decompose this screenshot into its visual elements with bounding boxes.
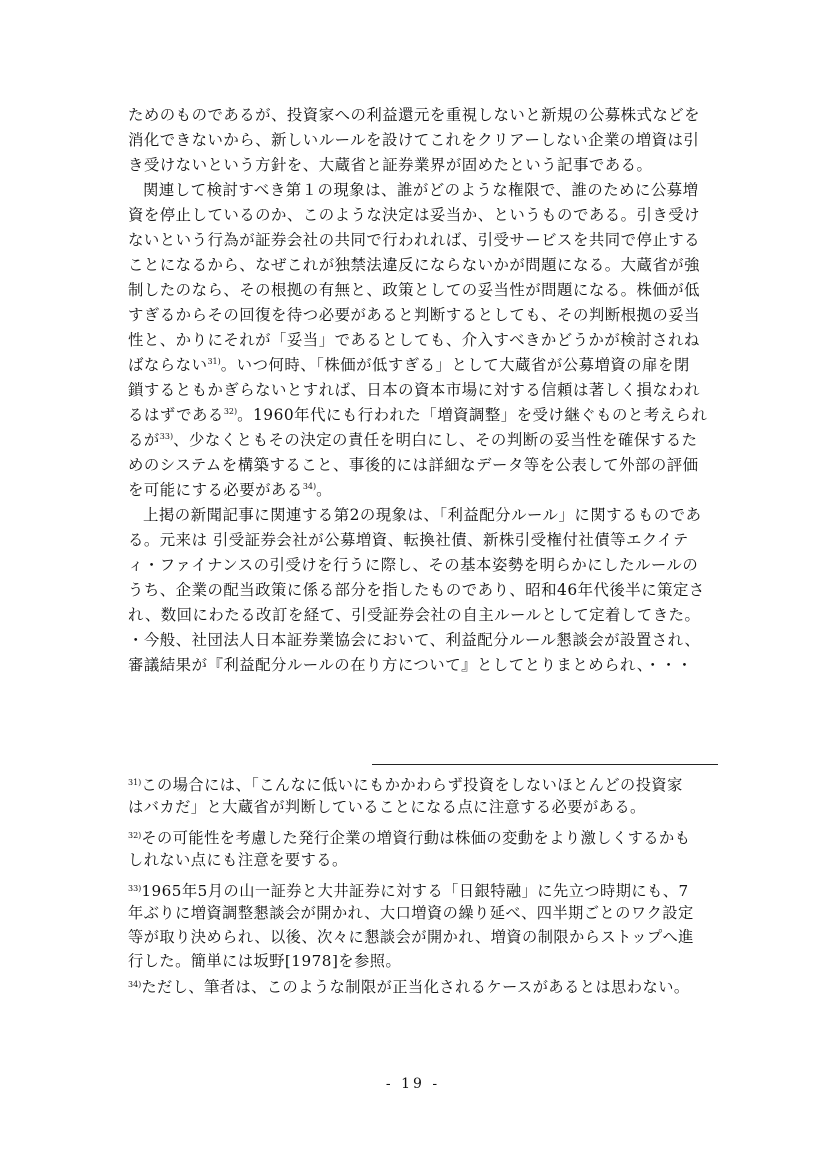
footnote-line [128,771,720,795]
text-line: ィ・ファイナンスの引受けを行うに際し、その基本姿勢を明らかにしたルールの [128,556,699,574]
text-line: 鎖するともかぎらないとすれば、日本の資本市場に対する信頼は著しく損なわれ [128,381,701,399]
text-line: ことになるから、なぜこれが独禁法違反にならないかが問題になる。大蔵省が強 [128,256,701,274]
text-line: うち、企業の配当政策に係る部分を指したものであり、昭和46年代後半に策定さ [128,581,705,599]
text-segment: るが [128,431,160,449]
text-line [128,403,720,428]
text-segment: るはずである [128,406,224,424]
text-line [128,353,720,378]
text-line: ないという行為が証券会社の共同で行われれば、引受サービスを共同で停止する [128,231,701,249]
footnote-text: 1965年5月の山一証券と大井証券に対する「日銀特融」に先立つ時期にも、7 [141,882,689,900]
text-line: る。元来は 引受証券会社が公募増資、転換社債、新株引受権付社債等エクイテ [128,531,689,549]
footnote-line [128,824,720,848]
text-line: れ、数回にわたる改訂を経て、引受証券会社の自主ルールとして定着してきた。 [128,606,701,624]
footnote-line [128,973,720,997]
footnote-line: 等が取り決められ、以後、次々に懇談会が開かれ、増資の制限からストップへ進 [128,928,694,946]
text-line: 性と、かりにそれが「妥当」であるとしても、介入すべきかどうかが検討されね [128,331,700,349]
text-line [128,428,720,453]
footnote-line: はバカだ」と大蔵省が判断していることになる点に注意する必要がある。 [128,798,646,816]
text-segment: 。 [316,481,333,499]
text-line: 上掲の新聞記事に関連する第2の現象は、「利益配分ルール」に関するものであ [143,506,702,524]
text-line: 関連して検討すべき第１の現象は、誰がどのような権限で、誰のために公募増 [143,181,699,199]
text-segment: 、少なくともその決定の責任を明白にし、その判断の妥当性を確保するた [173,431,698,449]
text-line: 消化できないから、新しいルールを設けてこれをクリアーしない企業の増資は引 [128,131,700,149]
text-line: すぎるからその回復を待つ必要があると判断するとしても、その判断根拠の妥当 [128,306,701,324]
footnote-number: 34) [128,980,142,989]
text-line: ・今般、社団法人日本証券業協会において、利益配分ルール懇談会が設置され、 [128,631,701,649]
text-segment: を可能にする必要がある [128,481,303,499]
footnote-line: しれない点にも注意を要する。 [128,851,348,869]
text-line: めのシステムを構築すること、事後的には詳細なデータ等を公表して外部の評価 [128,456,699,474]
text-line: ためのものであるが、投資家への利益還元を重視しないと新規の公募株式などを [128,106,701,124]
footnote-line: 年ぶりに増資調整懇談会が開かれ、大口増資の繰り延べ、四半期ごとのワク設定 [128,904,694,922]
footnote-ref: 34) [302,482,317,491]
footnote-number: 32) [128,831,142,840]
text-segment: 。1960年代にも行われた「増資調整」を受け継ぐものと考えられ [237,406,708,424]
text-line: 審議結果が『利益配分ルールの在り方について』としてとりまとめられ、・・・ [128,656,693,674]
text-segment: 。いつ何時、「株価が低すぎる」として大蔵省が公募増資の扉を閉 [220,356,690,374]
text-line: 資を停止しているのか、このような決定は妥当か、というものである。引き受け [128,206,701,224]
footnote-number: 33) [128,884,142,893]
page-number: - 19 - [385,1076,441,1092]
footnote-line: 行した。簡単には坂野[1978]を参照。 [128,952,402,970]
footnotes [128,771,720,997]
text-line [128,478,720,503]
footnote-ref: 31) [207,357,221,366]
body-text [128,103,720,703]
footnote-number: 31) [128,778,142,787]
text-line: 制したのなら、その根拠の有無と、政策としての妥当性が問題になる。株価が低 [128,281,701,299]
footnote-ref: 32) [223,407,238,416]
text-line [128,678,720,703]
text-line: き受けないという方針を、大蔵省と証券業界が固めたという記事である。 [128,156,653,174]
footnote-text: この場合には、「こんなに低いにもかかわらず投資をしないほとんどの投資家 [141,776,683,794]
footnote-text: ただし、筆者は、このような制限が正当化されるケースがあるとは思わない。 [141,978,690,996]
footnote-divider [372,764,718,765]
footnote-line [128,877,720,901]
footnote-ref: 33) [159,432,174,441]
footnote-text: その可能性を考慮した発行企業の増資行動は株価の変動をより激しくするかも [141,829,691,847]
text-segment: ばならない [128,356,208,374]
